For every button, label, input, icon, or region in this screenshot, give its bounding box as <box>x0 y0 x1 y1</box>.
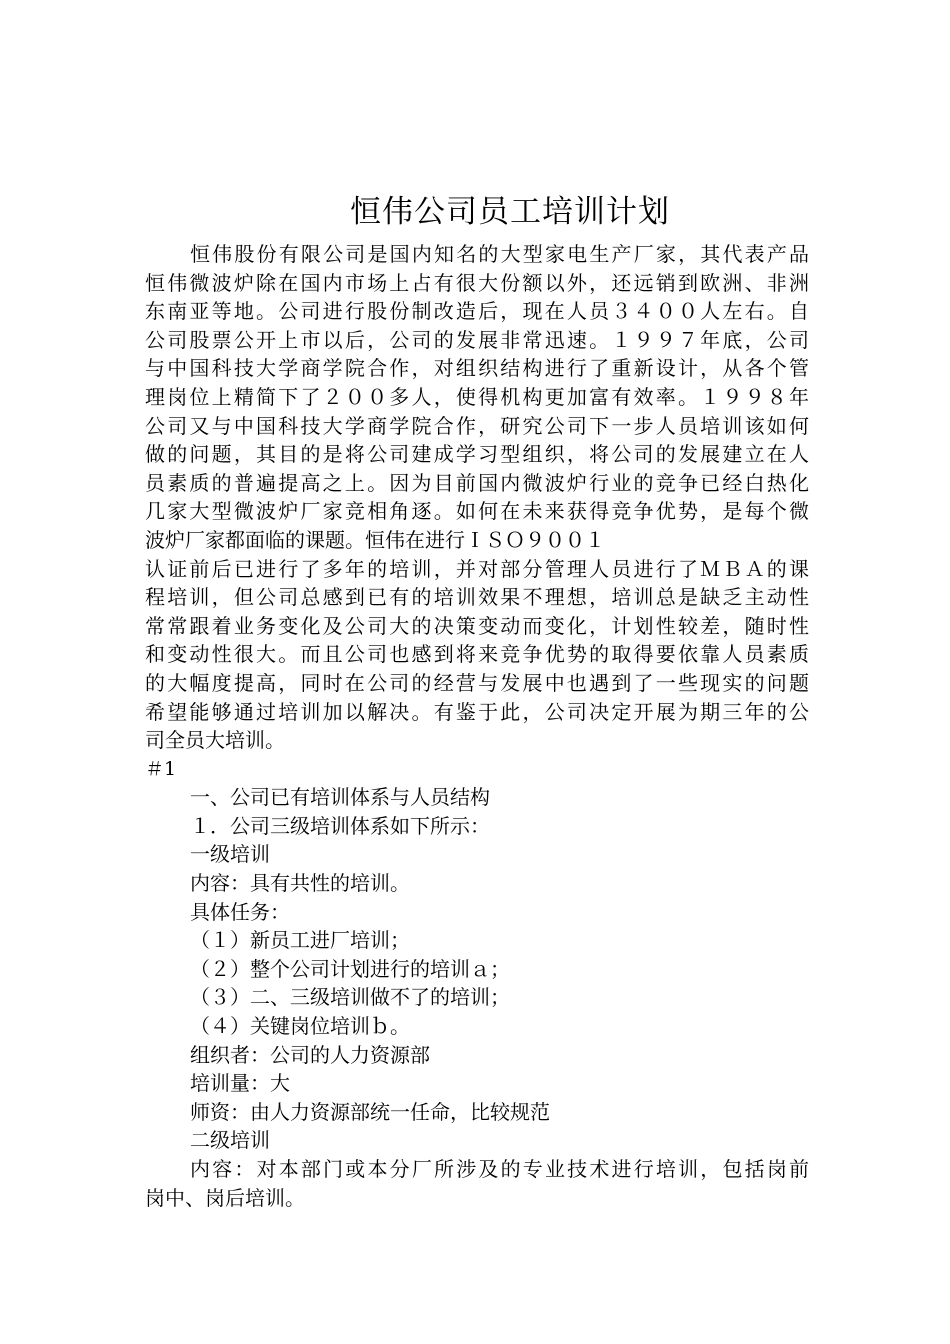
intro-line: 常常跟着业务变化及公司大的决策变动而变化，计划性较差，随时性 <box>145 613 809 638</box>
intro-line: 做的问题，其目的是将公司建成学习型组织，将公司的发展建立在人 <box>145 442 809 467</box>
level1-tasks-label: 具体任务： <box>190 899 290 924</box>
intro-line: 员素质的普遍提高之上。因为目前国内微波炉行业的竞争已经白热化 <box>145 470 809 495</box>
intro-line: 程培训，但公司总感到已有的培训效果不理想，培训总是缺乏主动性 <box>145 585 809 610</box>
level1-volume: 培训量：大 <box>190 1071 290 1096</box>
intro-line: 恒伟微波炉除在国内市场上占有很大份额以外，还远销到欧洲、非洲 <box>145 270 809 295</box>
intro-line: 希望能够通过培训加以解决。有鉴于此，公司决定开展为期三年的公 <box>145 699 809 724</box>
level1-task-item: （２）整个公司计划进行的培训ａ； <box>190 956 510 981</box>
level1-content: 内容：具有共性的培训。 <box>190 871 410 896</box>
intro-line: 东南亚等地。公司进行股份制改造后，现在人员３４００人左右。自 <box>145 299 809 324</box>
level1-task-item: （４）关键岗位培训ｂ。 <box>190 1014 410 1039</box>
level1-task-item: （３）二、三级培训做不了的培训； <box>190 985 510 1010</box>
level2-content: 内容：对本部门或本分厂所涉及的专业技术进行培训，包括岗前 <box>190 1157 809 1181</box>
level1-task-item: （１）新员工进厂培训； <box>190 928 410 953</box>
level2-heading: 二级培训 <box>190 1128 270 1153</box>
subsection-heading: １．公司三级培训体系如下所示： <box>190 813 490 838</box>
intro-line: 几家大型微波炉厂家竞相角逐。如何在未来获得竞争优势，是每个微 <box>145 499 809 524</box>
document-body <box>145 240 809 1212</box>
intro-line: 和变动性很大。而且公司也感到将来竞争优势的取得要依靠人员素质 <box>145 642 809 667</box>
level1-teachers: 师资：由人力资源部统一任命，比较规范 <box>190 1099 550 1124</box>
level1-heading: 一级培训 <box>190 842 270 867</box>
intro-line: 波炉厂家都面临的课题。恒伟在进行ＩＳＯ９００１ <box>145 527 605 552</box>
section-heading: 一、公司已有培训体系与人员结构 <box>190 785 490 810</box>
document-title: 恒伟公司员工培训计划 <box>350 194 670 230</box>
intro-line: 理岗位上精简下了２００多人，使得机构更加富有效率。１９９８年 <box>145 384 809 409</box>
level2-content-continued: 岗中、岗后培训。 <box>145 1185 305 1210</box>
intro-line: 与中国科技大学商学院合作，对组织结构进行了重新设计，从各个管 <box>145 356 809 381</box>
intro-line: 的大幅度提高，同时在公司的经营与发展中也遇到了一些现实的问题 <box>145 670 809 695</box>
intro-line: 公司又与中国科技大学商学院合作，研究公司下一步人员培训该如何 <box>145 413 809 438</box>
footnote-marker: ＃1 <box>145 757 177 780</box>
intro-line: 认证前后已进行了多年的培训，并对部分管理人员进行了ＭＢＡ的课 <box>145 556 809 581</box>
intro-line: 恒伟股份有限公司是国内知名的大型家电生产厂家，其代表产品 <box>190 242 809 266</box>
intro-line: 司全员大培训。 <box>145 728 285 753</box>
level1-organizer: 组织者：公司的人力资源部 <box>190 1042 430 1067</box>
intro-line: 公司股票公开上市以后，公司的发展非常迅速。１９９７年底，公司 <box>145 327 809 352</box>
